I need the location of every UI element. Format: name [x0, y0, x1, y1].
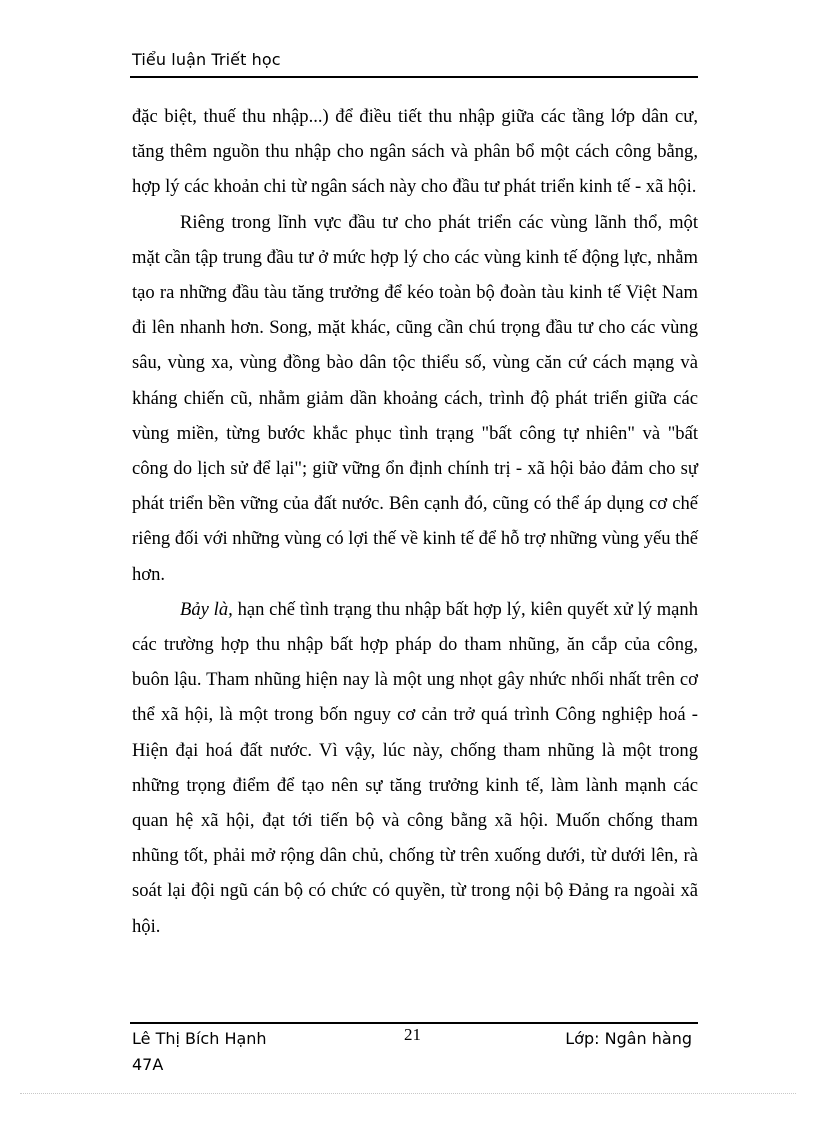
- paragraph-3-text: hạn chế tình trạng thu nhập bất hợp lý, kiên quyết xử lý mạnh các trường hợp thu nhập bất hợp pháp do tham nhũng, ăn cắp của công, buôn lậu. Tham nhũng hiện nay là một ung nhọt gây nhức nhối nhất trên cơ thể xã hội, là một trong bốn nguy cơ cản trở quá trình Công nghiệp hoá - Hiện đại hoá đất nước. Vì vậy, lúc này, chống tham nhũng là một trong những trọng điểm để tạo nên sự tăng trưởng kinh tế, làm lành mạnh các quan hệ xã hội, đạt tới tiến bộ và công bằng xã hội. Muốn chống tham nhũng tốt, phải mở rộng dân chủ, chống từ trên xuống dưới, từ dưới lên, rà soát lại đội ngũ cán bộ có chức có quyền, từ trong nội bộ Đảng ra ngoài xã hội.: [132, 598, 698, 937]
- document-body: [132, 99, 698, 944]
- paragraph-1: đặc biệt, thuế thu nhập...) để điều tiết thu nhập giữa các tầng lớp dân cư, tăng thêm nguồn thu nhập cho ngân sách và phân bổ một cách công bằng, hợp lý các khoản chi từ ngân sách này cho đầu tư phát triển kinh tế - xã hội.: [132, 106, 698, 198]
- footer-author: Lê Thị Bích Hạnh: [132, 1029, 267, 1048]
- page-edge-divider: [20, 1093, 796, 1094]
- page-number: 21: [404, 1025, 421, 1044]
- paragraph-3: [132, 592, 698, 944]
- header-divider: [130, 76, 698, 78]
- paragraph-3-lead: Bảy là,: [180, 598, 233, 620]
- footer-class-label: Lớp: Ngân hàng: [565, 1029, 692, 1048]
- footer-author-class: 47A: [132, 1055, 164, 1074]
- paragraph-2: Riêng trong lĩnh vực đầu tư cho phát triển các vùng lãnh thổ, một mặt cần tập trung đầu tư ở mức hợp lý cho các vùng kinh tế động lực, nhằm tạo ra những đầu tàu tăng trưởng để kéo toàn bộ đoàn tàu kinh tế Việt Nam đi lên nhanh hơn. Song, mặt khác, cũng cần chú trọng đầu tư cho các vùng sâu, vùng xa, vùng đồng bào dân tộc thiểu số, vùng căn cứ cách mạng và kháng chiến cũ, nhằm giảm dần khoảng cách, trình độ phát triển giữa các vùng miền, từng bước khắc phục tình trạng "bất công tự nhiên" và "bất công do lịch sử để lại"; giữ vững ổn định chính trị - xã hội bảo đảm cho sự phát triển bền vững của đất nước. Bên cạnh đó, cũng có thể áp dụng cơ chế riêng đối với những vùng có lợi thế về kinh tế để hỗ trợ những vùng yếu thế hơn.: [132, 211, 698, 585]
- page-header-title: Tiểu luận Triết học: [132, 50, 281, 69]
- footer-divider: [130, 1022, 698, 1024]
